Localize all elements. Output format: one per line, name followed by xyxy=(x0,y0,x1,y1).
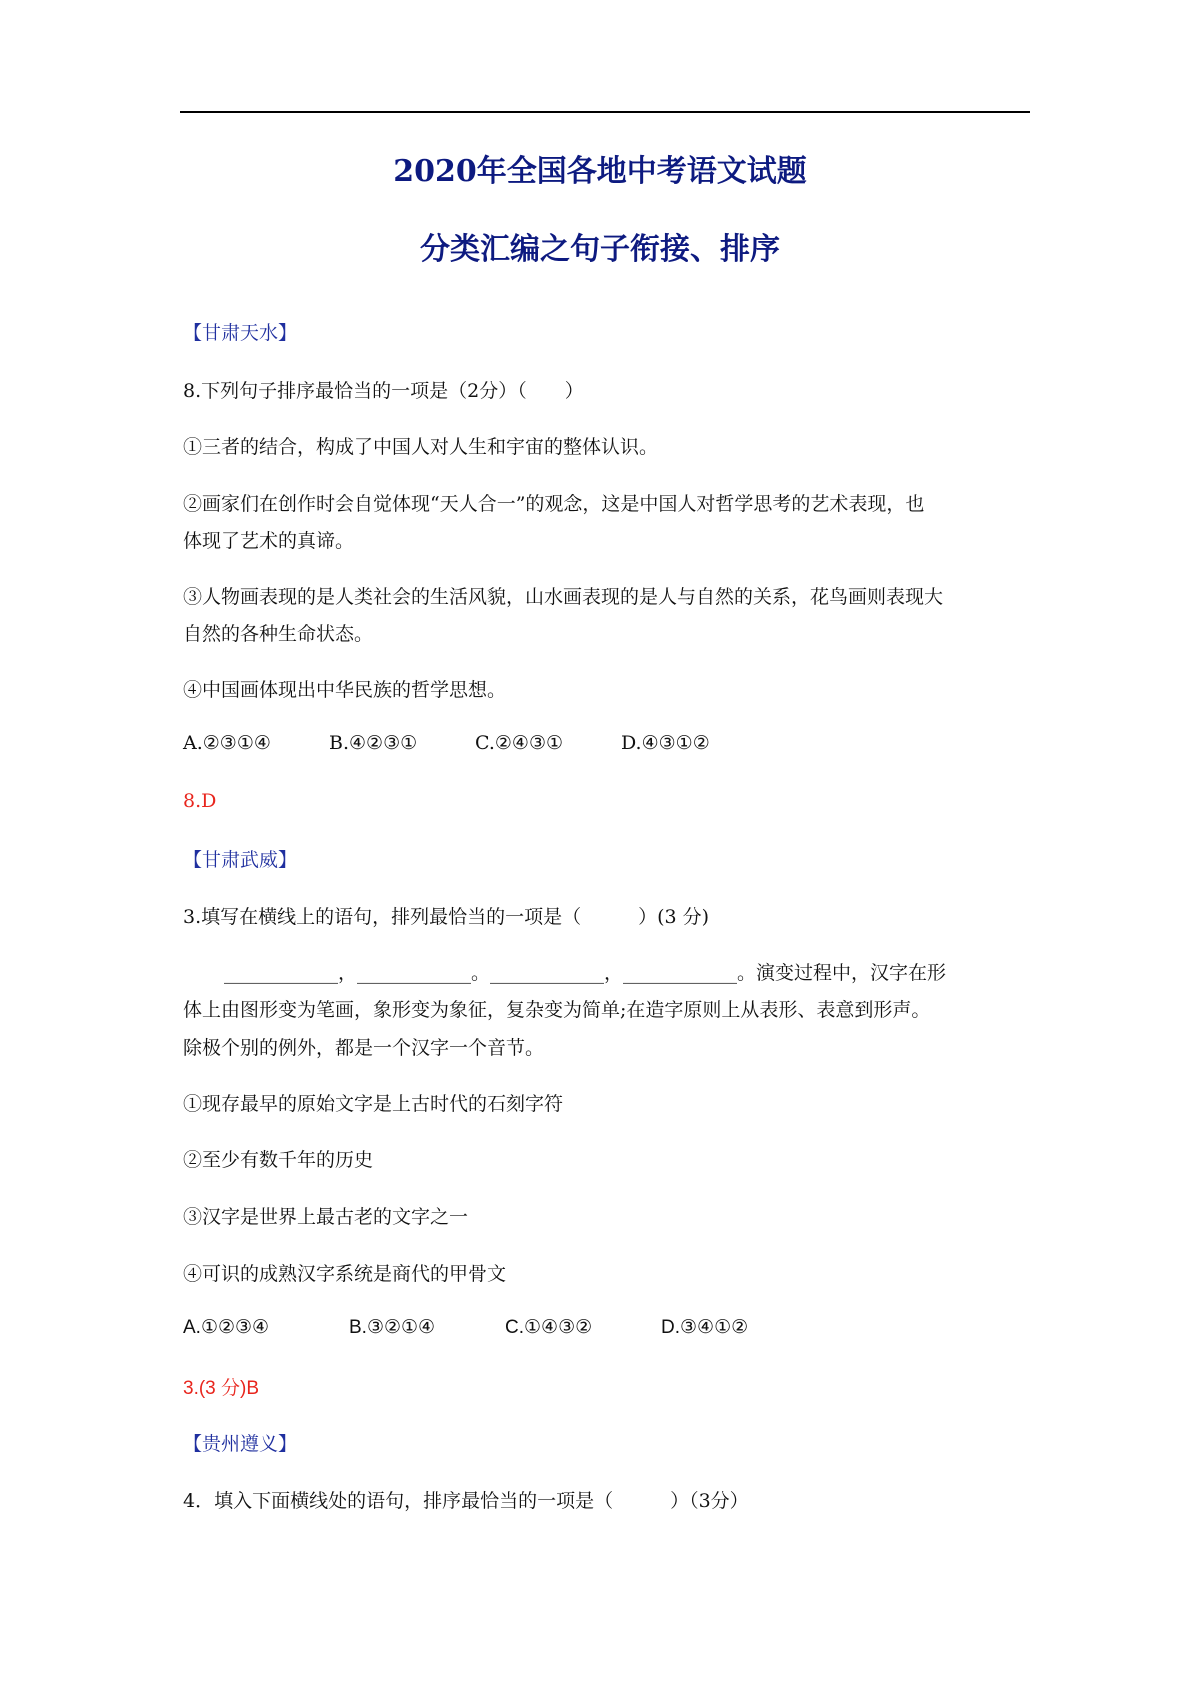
page-title-line1: 2020年全国各地中考语文试题 xyxy=(393,154,807,189)
page-title-line2: 分类汇编之句子衔接、排序 xyxy=(420,232,780,267)
header-rule xyxy=(180,111,1030,113)
sentence-3-part2: 自然的各种生命状态。 xyxy=(183,623,374,645)
passage-line3: 除极个别的例外，都是一个汉字一个音节。 xyxy=(183,1037,545,1059)
answer-8: 8.D xyxy=(183,790,217,812)
option-b: B.④②③① xyxy=(329,732,418,754)
sentence-4: ④可识的成熟汉字系统是商代的甲骨文 xyxy=(183,1263,507,1285)
option-d: D.③④①② xyxy=(661,1317,749,1338)
passage-line2: 体上由图形变为笔画，象形变为象征，复杂变为简单;在造字原则上从表形、表意到形声。 xyxy=(183,999,931,1021)
option-c: C.①④③② xyxy=(505,1317,593,1338)
question-8-options xyxy=(183,732,710,754)
question-3-options xyxy=(183,1316,748,1339)
question-4: 4．填入下面横线处的语句，排序最恰当的一项是（ ）（3分） xyxy=(183,1490,749,1512)
sentence-2: ②至少有数千年的历史 xyxy=(183,1149,374,1171)
option-d: D.④③①② xyxy=(621,732,710,754)
option-a: A.①②③④ xyxy=(183,1317,270,1338)
sentence-1: ①三者的结合，构成了中国人对人生和宇宙的整体认识。 xyxy=(183,436,659,458)
question-8: 8.下列句子排序最恰当的一项是（2分）（ ） xyxy=(183,380,584,402)
passage-line1: ____________，____________。____________，____________。演变过程中，汉字在形 xyxy=(224,962,947,984)
question-3: 3.填写在横线上的语句，排列最恰当的一项是（ ）(3 分) xyxy=(183,906,710,928)
sentence-2-part1: ②画家们在创作时会自觉体现“天人合一”的观念，这是中国人对哲学思考的艺术表现，也 xyxy=(183,493,925,515)
sentence-4: ④中国画体现出中华民族的哲学思想。 xyxy=(183,679,507,701)
option-b: B.③②①④ xyxy=(349,1317,436,1338)
sentence-3-part1: ③人物画表现的是人类社会的生活风貌，山水画表现的是人与自然的关系，花鸟画则表现大 xyxy=(183,586,944,608)
section-region-guizhou-zunyi: 【贵州遵义】 xyxy=(183,1433,298,1455)
section-region-gansu-wuwei: 【甘肃武威】 xyxy=(183,849,298,871)
answer-3: 3.(3 分)B xyxy=(183,1378,260,1399)
sentence-3: ③汉字是世界上最古老的文字之一 xyxy=(183,1206,469,1228)
option-c: C.②④③① xyxy=(475,732,564,754)
section-region-gansu-tianshui: 【甘肃天水】 xyxy=(183,322,298,344)
sentence-1: ①现存最早的原始文字是上古时代的石刻字符 xyxy=(183,1093,564,1115)
option-a: A.②③①④ xyxy=(183,732,271,754)
sentence-2-part2: 体现了艺术的真谛。 xyxy=(183,530,355,552)
